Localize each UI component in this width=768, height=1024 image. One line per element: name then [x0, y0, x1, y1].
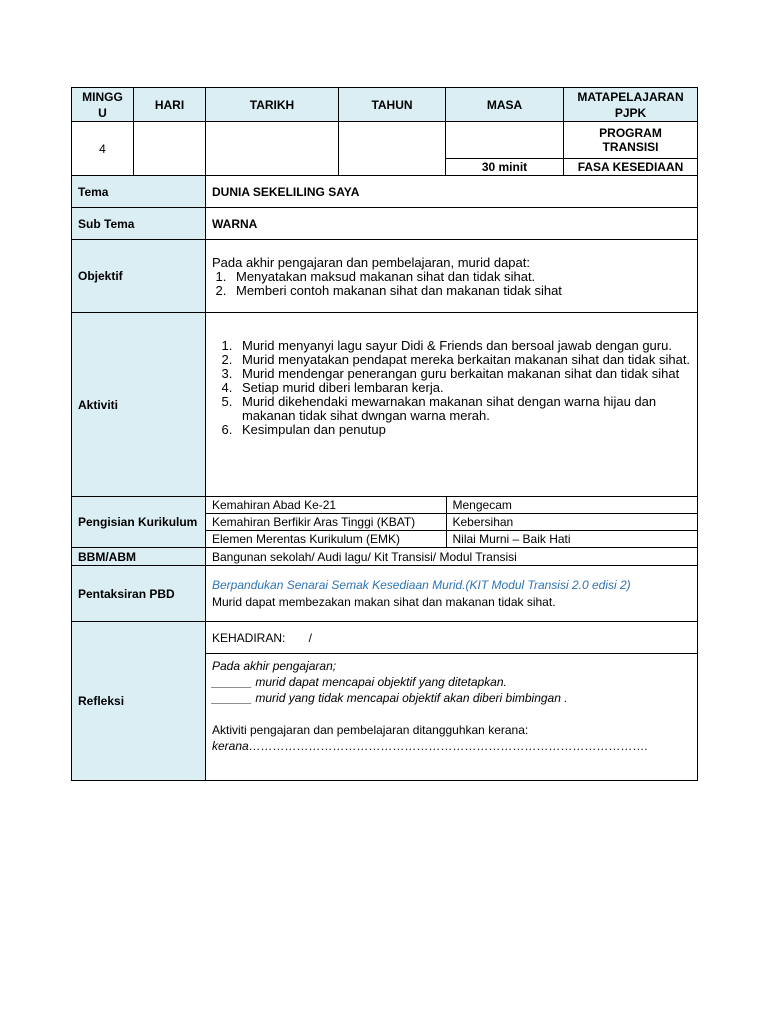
bbm-row [72, 548, 698, 566]
list-item: 3. Murid mendengar penerangan guru berkaitan makanan sihat dan tidak sihat [236, 367, 691, 381]
subtema-value: WARNA [206, 208, 698, 240]
tema-label: Tema [72, 176, 206, 208]
objektif-row [72, 240, 698, 313]
refleksi-line4: Aktiviti pengajaran dan pembelajaran ditangguhkan kerana: [212, 723, 529, 737]
header-matapelajaran: MATAPELAJARAN PJPK [564, 88, 698, 122]
list-item: 1. Menyatakan maksud makanan sihat dan tidak sihat. [230, 270, 691, 284]
refleksi-line2: ______ murid dapat mencapai objektif yang ditetapkan. [212, 675, 507, 689]
pentaksiran-line1: Berpandukan Senarai Semak Kesediaan Murid.(KIT Modul Transisi 2.0 edisi 2) [212, 577, 631, 592]
list-item: 5. Murid dikehendaki mewarnakan makanan sihat dengan warna hijau dan makanan tidak sihat dwngan warna merah. [236, 395, 691, 423]
pentaksiran-row [72, 566, 698, 622]
info-row [72, 122, 698, 159]
tahun-value [339, 122, 446, 176]
minggu-value: 4 [72, 122, 134, 176]
lesson-plan [71, 87, 697, 781]
kurikulum-label: Pengisian Kurikulum [72, 497, 206, 548]
bbm-label: BBM/ABM [72, 548, 206, 566]
objektif-content [206, 240, 698, 313]
subtema-row [72, 208, 698, 240]
aktiviti-row [72, 313, 698, 497]
kurikulum-cell: Mengecam [446, 497, 697, 514]
list-item: 6. Kesimpulan dan penutup [236, 423, 691, 437]
objektif-list [212, 270, 691, 298]
refleksi-content [206, 654, 698, 781]
list-item: 4. Setiap murid diberi lembaran kerja. [236, 381, 691, 395]
fasa-value: FASA KESEDIAAN [564, 159, 698, 176]
refleksi-line5: kerana………………………………………………………………………………………. [212, 739, 649, 753]
refleksi-line3: ______ murid yang tidak mencapai objektif akan diberi bimbingan . [212, 691, 568, 705]
objektif-label: Objektif [72, 240, 206, 313]
refleksi-label: Refleksi [72, 622, 206, 781]
tema-row [72, 176, 698, 208]
bbm-value: Bangunan sekolah/ Audi lagu/ Kit Transisi/ Modul Transisi [206, 548, 698, 566]
subtema-label: Sub Tema [72, 208, 206, 240]
aktiviti-content [206, 313, 698, 497]
masa-empty [446, 122, 564, 159]
kurikulum-cell: Kebersihan [446, 514, 697, 531]
pentaksiran-line2: Murid dapat membezakan makan sihat dan makanan tidak sihat. [212, 594, 556, 609]
header-row [72, 88, 698, 122]
kurikulum-cell: Elemen Merentas Kurikulum (EMK) [206, 531, 446, 548]
pentaksiran-label: Pentaksiran PBD [72, 566, 206, 622]
kurikulum-table [206, 497, 697, 547]
aktiviti-list [212, 339, 691, 437]
list-item: 2. Memberi contoh makanan sihat dan makanan tidak sihat [230, 284, 691, 298]
tarikh-value [206, 122, 339, 176]
objektif-intro: Pada akhir pengajaran dan pembelajaran, murid dapat: [212, 254, 530, 270]
header-tahun: TAHUN [339, 88, 446, 122]
kurikulum-row [72, 497, 698, 548]
list-item: 2. Murid menyatakan pendapat mereka berkaitan makanan sihat dan tidak sihat. [236, 353, 691, 367]
table-row [206, 514, 697, 531]
header-hari: HARI [134, 88, 206, 122]
kehadiran-value: KEHADIRAN: / [206, 622, 698, 654]
table-row [206, 497, 697, 514]
program-value: PROGRAM TRANSISI [564, 122, 698, 159]
kurikulum-cell: Kemahiran Abad Ke-21 [206, 497, 446, 514]
header-masa: MASA [446, 88, 564, 122]
list-item: 1. Murid menyanyi lagu sayur Didi & Friends dan bersoal jawab dengan guru. [236, 339, 691, 353]
kurikulum-content [206, 497, 698, 548]
aktiviti-label: Aktiviti [72, 313, 206, 497]
tema-value: DUNIA SEKELILING SAYA [206, 176, 698, 208]
pentaksiran-content [206, 566, 698, 622]
table-row [206, 531, 697, 548]
kurikulum-cell: Kemahiran Berfikir Aras Tinggi (KBAT) [206, 514, 446, 531]
refleksi-line1: Pada akhir pengajaran; [212, 659, 337, 673]
kehadiran-row [72, 622, 698, 654]
lesson-plan-table [71, 87, 698, 781]
hari-value [134, 122, 206, 176]
header-tarikh: TARIKH [206, 88, 339, 122]
masa-value: 30 minit [446, 159, 564, 176]
kurikulum-cell: Nilai Murni – Baik Hati [452, 532, 571, 546]
header-minggu: MINGG U [72, 88, 134, 122]
